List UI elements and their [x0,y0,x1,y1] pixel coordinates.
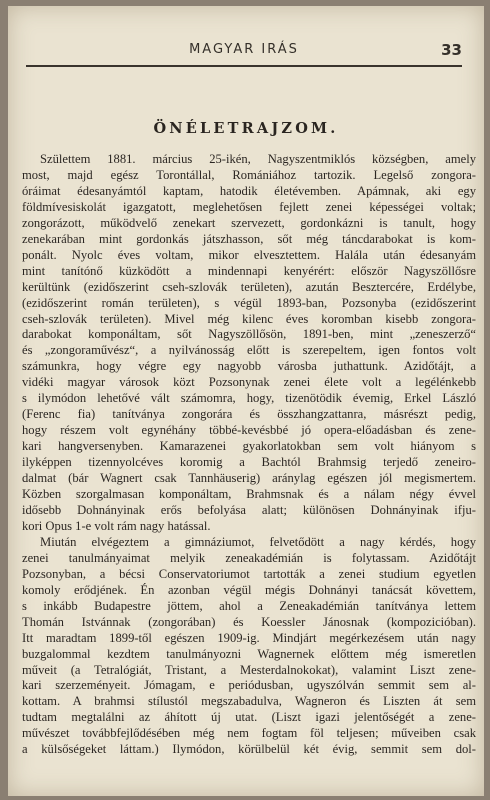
text-line: Thomán Istvánnak (zongorában) és Koessler Jánosnak (kompozicióban). [22,614,476,629]
text-line: a külsőségeket láttam.) Ilymódon, körülbelül két évig, semmit sem dol- [22,742,476,757]
text-line: zongorázott, működvelő zenekart szervezett, gordonkázni is tanult, hogy [22,215,476,230]
text-line: ponált. Nyolc éves voltam, mikor elvesztettem. Halála után édesanyám [22,247,476,262]
text-line: hogy részem volt egynéhány többé-kevésbbé jó opera-előadásban és zene- [22,423,476,438]
page-number: 33 [441,41,462,59]
article-body [22,152,476,758]
text-line: számunkra, hogy végre egy nagyobb városba juthattunk. Azidőtájt, a [22,359,476,374]
text-line: s ilymódon lehetővé vált számomra, hogy, tizenötödik évemig, Erkel László [22,391,476,406]
text-line: kori Opus 1-e volt rám nagy hatással. [22,518,211,533]
text-line: darabokat komponáltam, sőt Nagyszöllősön, 1891-ben, mint „zeneszerző“ [22,327,476,342]
text-line: zenei tanulmányaimat melyik zeneakadémián is folytassam. Azidőtájt [22,550,476,565]
book-page [8,6,484,796]
text-line: Itt maradtam 1899-től egészen 1909-ig. Mindjárt megérkezésem után nagy [22,630,476,645]
running-head [26,42,462,60]
text-line: mint tanítónő küzködött a mindennapi kenyérért: először Nagyszöllősre [22,263,476,278]
text-line: (ezidőszerint román területen), s végül 1893-ban, Pozsonyba (ezidőszerint [22,295,476,310]
header-rule [26,65,462,67]
text-line: kari szerzeményeit. Jómagam, e periódusban, ugyszólván semmit sem al- [22,678,476,693]
text-line: tudtam megtalálni az áhított új utat. (Liszt igazi jelentőségét a zene- [22,710,476,725]
text-line: Születtem 1881. március 25-ikén, Nagyszentmiklós községben, amely [40,152,476,166]
text-line: dalmat (bár Wagnert csak Tannhäuserig) aránylag egészen jól megismertem. [22,471,476,486]
text-line: földmívesiskolát igazgatott, meglehetősen fejlett zenei képességei voltak; [22,199,476,214]
journal-title: MAGYAR IRÁS [189,42,299,57]
text-line: idősebb Dohnányinak erős befolyása alatt; különösen Dohnányinak ifju- [22,502,476,517]
text-line: Pozsonyban, a bécsi Conservatoriumot tartották a zenei studium egyetlen [22,566,476,581]
text-line: és „zongoraművész“, a nyilvánosság előtt is szerepeltem, igen fontos volt [22,343,476,358]
text-line: (Ferenc fia) tanítványa zongorára és összhangzattanra, másrészt pedig, [22,407,476,422]
text-line: kottam. A brahmsi stílustól megszabadulva, Wagneron és Liszten át sem [22,694,476,709]
article-title: ÖNÉLETRAJZOM. [153,120,339,137]
text-line: cseh-szlovák területen). Mivel még kilenc éves koromban kisebb zongora- [22,311,476,326]
text-line: zenekarában mint gordonkás játszhasson, sőt még táncdarabokat is kom- [22,231,476,246]
text-line: most, majd egész Torontállal, Romániához tartozik. Legelső zongora- [22,167,476,182]
text-line: kerültünk (ezidőszerint cseh-szlovák területen), azután Besztercére, Erdélybe, [22,279,476,294]
text-line: vidéki magyar városok közt Pozsonynak zenei élete volt a legélénkebb [22,375,476,390]
text-line: s inkább Budapestre jöttem, ahol a Zeneakadémián tanítványa lettem [22,598,476,613]
text-line: Közben szorgalmasan komponáltam, Brahmsnak és a nálam négy évvel [22,487,476,502]
text-line: művészet továbbfejlődésében még nem fogtam föl teljesen; műveiben csak [22,726,476,741]
text-line: komoly erődjének. Én azonban végül mégis Dohnányi tanácsát követtem, [22,582,476,597]
text-line: óráimat édesanyámtól kaptam, hatodik életévemben. Apámnak, aki egy [22,183,476,198]
text-line: buzgalommal kezdtem tanulmányozni Wagnernek előttem még ismeretlen [22,646,476,661]
text-line: Miután elvégeztem a gimnáziumot, felvetődött a nagy kérdés, hogy [40,534,476,549]
text-line: kari hangversenyben. Kamarazenei gyakorlatokban sem volt hiányom s [22,439,476,454]
text-line: műveit (a Tetralógiát, Tristant, a Mesterdalnokokat), valamint Liszt zene- [22,662,476,677]
text-line: ilyképpen tizennyolcéves koromig a Bachtól Brahmsig terjedő zeneiro- [22,455,476,470]
